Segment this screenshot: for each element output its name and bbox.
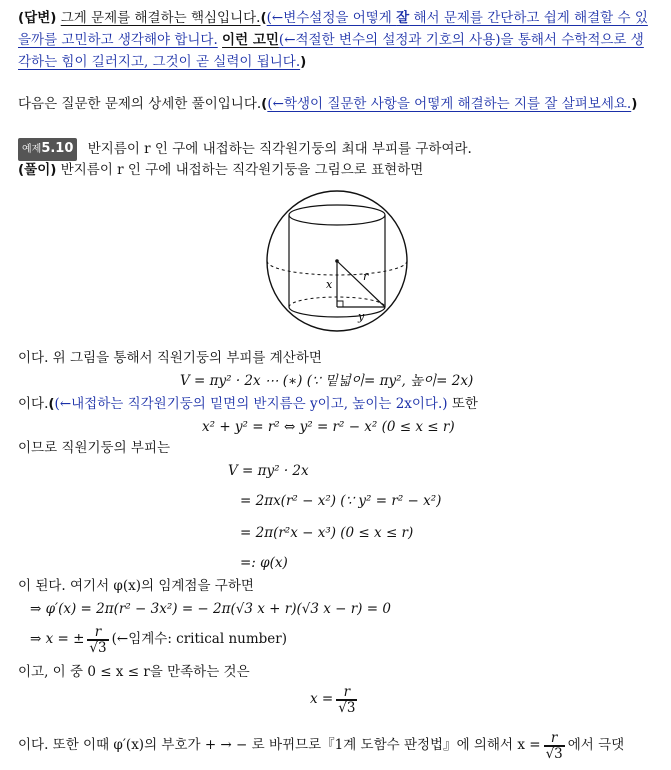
eq1: V = πy² · 2x ⋯ (∗) (∵ 밑넓이= πy², 높이= 2x) bbox=[180, 373, 474, 389]
eq3c: = 2π(r²x − x³) (0 ≤ x ≤ r) bbox=[240, 525, 414, 541]
intro-c: ) bbox=[631, 96, 638, 112]
eq6: x = $\frac{r}{√3}$ bbox=[310, 683, 356, 716]
answer-strong-1: 잘 bbox=[396, 10, 410, 26]
answer-text-3a: 각하는 힘이 길러지고, 그것이 곧 실력이 됩니다. bbox=[18, 54, 301, 70]
body-p5: 이고, 이 중 0 ≤ x ≤ r을 만족하는 것은 bbox=[18, 664, 250, 680]
answer-text-2b: (←적절한 변수의 설정과 기호의 사용) bbox=[278, 32, 501, 48]
eq5-frac: $\frac{r}{√3}$ bbox=[89, 623, 107, 656]
answer-text-2a: 을까를 고민하고 생각해야 합니다. bbox=[18, 32, 218, 48]
answer-line-1: (답변) 그게 문제를 해결하는 핵심입니다.((←변수설정을 어떻게 잘 해서 문제를 간단하고 쉽게 해결할 수 있 bbox=[18, 10, 648, 26]
right-angle-mark bbox=[337, 301, 343, 307]
answer-text-1a: 그게 문제를 해결하는 핵심입니다. bbox=[60, 10, 261, 26]
answer-line-2 bbox=[18, 30, 644, 50]
intro-a: 다음은 질문한 문제의 상세한 풀이입니다. bbox=[18, 96, 262, 112]
solution-tag: (풀이) bbox=[18, 162, 57, 178]
solution-line bbox=[18, 160, 423, 180]
eq5-note: (←임계수: critical number) bbox=[111, 631, 288, 647]
intro-line: 다음은 질문한 문제의 상세한 풀이입니다.((←학생이 질문한 사항을 어떻게 해결하는 지를 잘 살펴보세요.) bbox=[18, 96, 638, 112]
answer-tag: (답변) bbox=[18, 10, 57, 26]
answer-strong-2: 이런 고민 bbox=[222, 32, 279, 48]
radius-r-line bbox=[337, 261, 385, 307]
eq3d: =: φ(x) bbox=[240, 555, 288, 571]
example-line bbox=[18, 138, 472, 161]
label-x: x bbox=[326, 278, 333, 291]
body-p3: 이므로 직원기둥의 부피는 bbox=[18, 440, 171, 456]
solution-first: 반지름이 r 인 구에 내접하는 직각원기둥을 그림으로 표현하면 bbox=[60, 162, 424, 178]
answer-text-1c: 해서 문제를 간단하고 쉽게 해결할 수 있 bbox=[409, 10, 648, 26]
body-p6: 이다. 또한 이때 φ′(x)의 부호가 + → − 로 바뀌므로『1계 도함수 판정법』에 의해서 x = $\frac{r}{√3}$ 에서 극댓 bbox=[18, 729, 625, 762]
eq3b: = 2πx(r² − x²) (∵ y² = r² − x²) bbox=[240, 493, 442, 509]
eq5: ⇒ x = ± $\frac{r}{√3}$ (←임계수: critical number) bbox=[30, 623, 288, 656]
answer-text-3b: ) bbox=[300, 54, 307, 70]
label-y: y bbox=[358, 310, 365, 323]
body-p1: 이다. 위 그림을 통해서 직원기둥의 부피를 계산하면 bbox=[18, 350, 322, 366]
answer-text-1b: (←변수설정을 어떻게 bbox=[266, 10, 397, 26]
label-r: r bbox=[363, 270, 369, 283]
eq3a: V = πy² · 2x bbox=[228, 463, 309, 479]
intro-b: (←학생이 질문한 사항을 어떻게 해결하는 지를 잘 살펴보세요. bbox=[267, 96, 632, 112]
answer-line-3 bbox=[18, 52, 306, 72]
eq7-frac: $\frac{r}{√3}$ bbox=[545, 729, 563, 762]
example-problem: 반지름이 r 인 구에 내접하는 직각원기둥의 최대 부피를 구하여라. bbox=[87, 141, 472, 157]
example-badge: 예제5.10 bbox=[18, 138, 77, 161]
body-p4: 이 된다. 여기서 φ(x)의 임계점을 구하면 bbox=[18, 578, 254, 594]
sphere-cylinder-figure bbox=[262, 186, 412, 336]
cylinder-bottom-front bbox=[289, 307, 385, 317]
cylinder-top bbox=[289, 205, 385, 225]
eq6-frac: $\frac{r}{√3}$ bbox=[338, 683, 356, 716]
body-p2-note: (←내접하는 직각원기둥의 밑면의 반지름은 y이고, 높이는 2x이다.) bbox=[54, 396, 448, 412]
eq2: x² + y² = r² ⇔ y² = r² − x² (0 ≤ x ≤ r) bbox=[202, 419, 455, 435]
body-p2: 이다.((←내접하는 직각원기둥의 밑면의 반지름은 y이고, 높이는 2x이다.) 또한 bbox=[18, 396, 478, 412]
eq4: ⇒ φ′(x) = 2π(r² − 3x²) = − 2π(√3 x + r)(√3 x − r) = 0 bbox=[30, 601, 391, 617]
answer-text-2c: 을 통해서 수학적으로 생 bbox=[500, 32, 644, 48]
